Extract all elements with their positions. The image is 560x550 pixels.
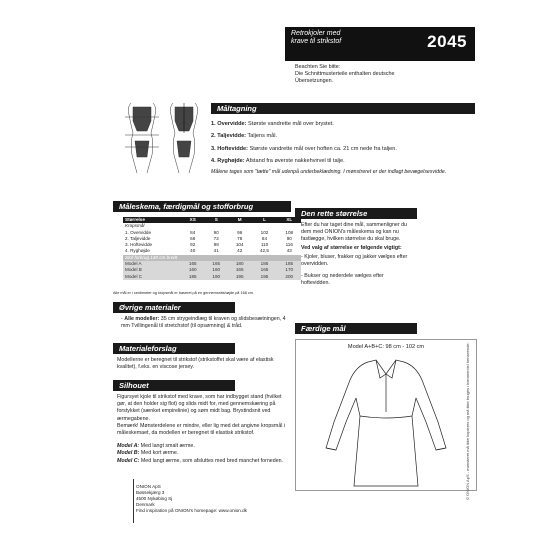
cell: 90: [286, 235, 292, 241]
cell: 165: [228, 267, 251, 273]
rette-body: Efter du har taget dine mål, sammenligner du dem med ONION's måleskema og kan nu fastlægge, hvilken størrelse du skal bruge.: [301, 222, 407, 243]
measure-num-4: 4.: [211, 158, 216, 165]
cell: 66: [190, 235, 196, 241]
model-c: [117, 458, 289, 465]
german-note: Beachten Sie bitte: Die Schnittmusterteile enthalten deutsche Übersetzungen.: [295, 64, 395, 84]
cell: 72: [213, 235, 219, 241]
table-footnote: Alle mål er i centimeter og kropsmål er baseret på en gennemsnitshøjde på 168 cm.: [113, 291, 254, 295]
measure-num-3: 3.: [211, 145, 216, 152]
model-a: [117, 443, 289, 450]
materiale-text: Modellerne er beregnet til strikstof (strikstoffet skal være af elastisk kvalitet), f.eks. en viscose jersey.: [117, 357, 274, 371]
cell: 2. Taljevidde: [125, 235, 151, 241]
cell: 185: [181, 274, 204, 280]
rette-heading: Den rette størrelse: [295, 208, 417, 219]
cell: 165: [251, 267, 277, 273]
rette-subheading: Ved valg af størrelse er følgende vigtigt:: [301, 244, 402, 251]
copyright-side-note: [465, 180, 474, 500]
faerdige-heading: Færdige mål: [295, 323, 417, 334]
cell: Model C: [123, 274, 181, 280]
fabric-heading: Stof forbrug 140 cm bredt: [123, 255, 301, 261]
header-title: Retrokjoler med krave til strikstof: [291, 30, 342, 45]
measure-text-3: Største vandrette mål over hoften ca. 21 cm nede fra taljen.: [249, 145, 397, 152]
measure-item-2: [211, 133, 475, 140]
cell: Model B: [123, 267, 181, 273]
cell: 90: [213, 229, 219, 235]
measure-label-4: Ryghøjde:: [217, 158, 245, 165]
faerdige-caption: Model A+B+C: 98 cm - 102 cm: [347, 344, 425, 350]
cell: 160: [181, 267, 204, 273]
measure-num-2: 2.: [211, 133, 216, 140]
measure-label-1: Overvidde:: [217, 121, 247, 127]
model-b-label: Model B:: [117, 450, 140, 457]
cell: 116: [285, 242, 293, 248]
measure-text-1: Største vandrette mål over brystet.: [248, 121, 334, 127]
model-a-label: Model A:: [117, 443, 140, 450]
body-measurement-figures: [123, 101, 203, 175]
cell: 102: [260, 229, 269, 235]
cell: 195: [228, 274, 251, 280]
pattern-number: 2045: [427, 32, 467, 51]
col-xs: XS: [181, 217, 204, 223]
maaltagning-heading: Måltagning: [211, 103, 475, 114]
cell: 190: [204, 274, 227, 280]
cell: 3. Hoftevidde: [125, 242, 153, 248]
col-xl: XL: [278, 217, 302, 223]
cell: 160: [204, 267, 227, 273]
silhouet-para2: Bemærk! Mønsterdelene er mindre, eller lig med det angivne kropsmål i måleskemaet, da modellen er beregnet til elastisk strikstof.: [117, 422, 286, 437]
cell: 98: [213, 242, 219, 248]
model-c-label: Model C:: [117, 457, 140, 464]
header-bar: [285, 27, 475, 61]
rette-bullet-2: - Bukser og nederdele vælges efter hoftevidden.: [301, 273, 384, 287]
cell: 96: [237, 229, 243, 235]
ovrige-body: 35 cm strygeindlæg til kraven og slidsbesætningen, 4 mm Tvillingenål til stretchstof (til opsømning) & tråd.: [121, 316, 286, 330]
measure-item-3: [211, 146, 475, 153]
size-table: [123, 217, 301, 280]
ovrige-text: - Alle modeller: 35 cm strygeindlæg til kraven og slidsbesætningen, 4 mm Tvillingenål til stretchstof (til opsømning) & tråd.: [121, 316, 286, 330]
footer-divider: [133, 479, 134, 523]
model-a-text: Med langt smalt ærme.: [140, 443, 195, 450]
col-l: L: [251, 217, 277, 223]
model-b-text: Med kort ærme.: [140, 450, 179, 457]
silhouet-text: [117, 394, 289, 465]
model-c-text: Med langt ærme, som afsluttes med bred manchet forneden.: [140, 457, 284, 464]
table-row: [123, 274, 301, 280]
footer-address: ONION ApS Bøssekjærg 3 4500 Nykøbing Sj Denmark Find inspiration på ONION's homepage: www.onion.dk: [136, 484, 247, 513]
model-b: [117, 450, 289, 457]
cell: 165: [181, 261, 204, 267]
cell: 110: [260, 242, 269, 248]
dress-drawing: [316, 356, 456, 488]
col-size: Størrelse: [123, 217, 181, 223]
cell: Model A: [123, 261, 181, 267]
measure-item-4: [211, 158, 475, 165]
silhouet-para1: Figursyet kjole til strikstof med krave, som har indbygget stand (hvilket gør, at den holder sig flot) og slids midt for, med gennemskæring på forstykket (sænket empirelinie) og søm midt bag. Brystindsnit ved ærmegabene.: [117, 394, 282, 422]
measure-num-1: 1.: [211, 121, 216, 127]
pattern-page: [83, 21, 478, 531]
materiale-heading: Materialeforslag: [113, 343, 235, 354]
silhouet-heading: Silhouet: [113, 380, 235, 391]
measure-note: Målene tages som "tætte" mål udenpå underbeklædning. I mønstreret er der indlagt bevægelsesvidde.: [211, 168, 447, 175]
cell: 40: [190, 248, 196, 254]
cell: 195: [251, 274, 277, 280]
measure-item-1: [211, 121, 475, 128]
cell: 84: [190, 229, 196, 235]
cell: 185: [278, 261, 302, 267]
ovrige-heading: Øvrige materialer: [113, 302, 235, 313]
dress-illustration-box: [295, 339, 477, 491]
measure-text-4: Afstand fra øverste nakkehvirvel til talje.: [245, 158, 345, 165]
cell: 185: [251, 261, 277, 267]
cell: 165: [204, 261, 227, 267]
cell: 78: [237, 235, 243, 241]
col-m: M: [228, 217, 251, 223]
cell: 1. Overvidde: [125, 229, 152, 235]
maaltagning-list: [211, 121, 475, 176]
cell: 108: [285, 229, 294, 235]
kropsmaal-label: Kropsmål: [125, 223, 145, 229]
rette-bullet-1-text: Kjoler, bluser, frakker og jakker vælges efter overvidden.: [301, 253, 408, 268]
cell: 170: [278, 267, 302, 273]
cell: 180: [228, 261, 251, 267]
measure-label-3: Hoftevidde:: [217, 145, 248, 152]
cell: 43: [286, 248, 292, 254]
rette-bullet-1: - Kjoler, bluser, frakker og jakker vælges efter overvidden.: [301, 253, 408, 268]
ovrige-label: Alle modeller:: [124, 316, 160, 322]
cell: 42,5: [260, 248, 269, 254]
cell: 104: [235, 242, 244, 248]
measure-text-2: Taljens mål.: [247, 133, 278, 140]
cell: 42: [237, 248, 243, 254]
rette-bullet-2-text: Bukser og nederdele vælges efter hoftevidden.: [301, 273, 384, 287]
maaleskema-heading: Måleskema, færdigmål og stofforbrug: [113, 201, 291, 212]
measure-label-2: Taljevidde:: [217, 133, 247, 140]
cell: 84: [261, 235, 268, 241]
rette-text: [301, 222, 411, 288]
copyright-text: © ONION ApS - mønsteret må ikke kopieres og må ikke bruges i kommerciel henseende.: [465, 342, 470, 500]
cell: 41: [213, 248, 219, 254]
cell: 200: [278, 274, 302, 280]
cell: 92: [190, 242, 196, 248]
col-s: S: [204, 217, 227, 223]
cell: 4. Ryghøjde: [125, 248, 150, 254]
